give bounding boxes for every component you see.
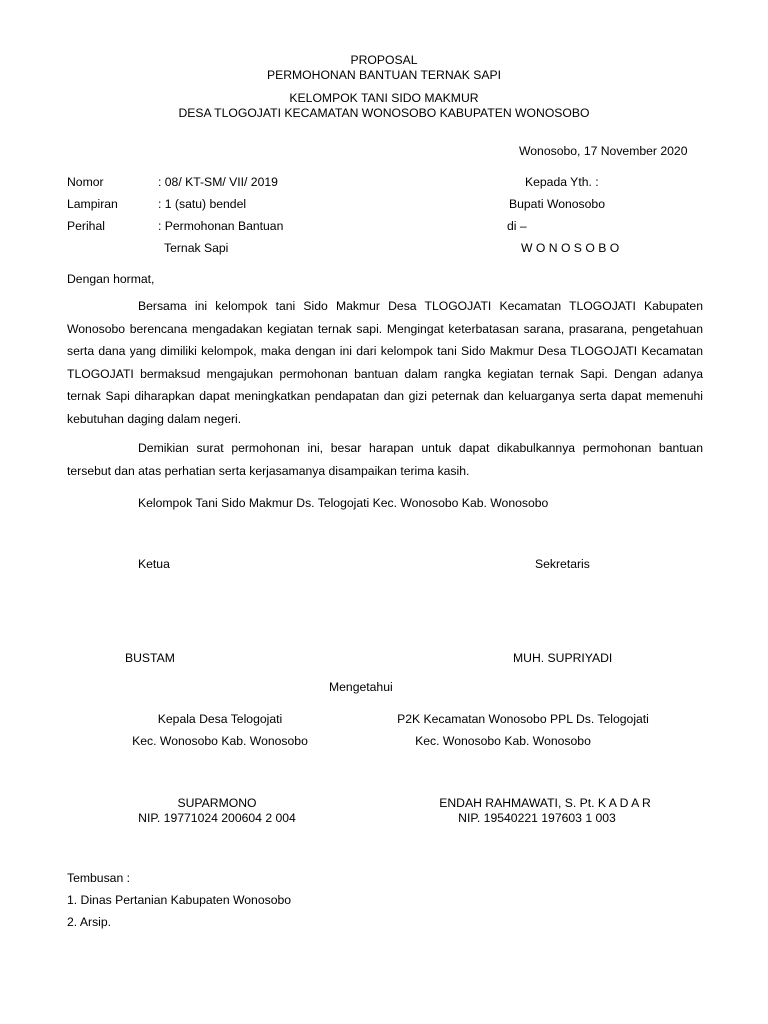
sekretaris-title: Sekretaris [535,557,590,571]
kades-title-2: Kec. Wonosobo Kab. Wonosobo [132,734,308,748]
body-paragraph-1 [67,295,703,431]
nomor-label: Nomor [67,175,104,189]
mengetahui-label: Mengetahui [329,680,393,694]
title-location: DESA TLOGOJATI KECAMATAN WONOSOBO KABUPATEN WONOSOBO [178,106,590,120]
recipient-salutation: Kepada Yth. : [525,175,599,189]
body-paragraph-2-text: Demikian surat permohonan ini, besar harapan untuk dapat dikabulkannya permohonan bantuan tersebut dan atas perhatian serta kerjasamanya disampaikan terima kasih. [67,441,703,478]
nomor-value: : 08/ KT-SM/ VII/ 2019 [158,175,278,189]
p2k-title: P2K Kecamatan Wonosobo PPL Ds. Telogojati [397,712,649,726]
greeting: Dengan hormat, [67,272,155,286]
sekretaris-name: MUH. SUPRIYADI [513,651,613,665]
title-subject: PERMOHONAN BANTUAN TERNAK SAPI [266,68,502,82]
tembusan-item: 1. Dinas Pertanian Kabupaten Wonosobo [67,893,292,907]
perihal-value-cont: Ternak Sapi [164,241,229,255]
lampiran-label: Lampiran [67,197,118,211]
perihal-label: Perihal [67,219,105,233]
ketua-title: Ketua [138,557,170,571]
perihal-value: : Permohonan Bantuan [158,219,284,233]
title-group: KELOMPOK TANI SIDO MAKMUR [289,91,479,105]
p2k-title-2: Kec. Wonosobo Kab. Wonosobo [415,734,591,748]
recipient-di: di – [507,219,527,233]
p2k-name: ENDAH RAHMAWATI, S. Pt. K A D A R [439,796,651,810]
p2k-nip: NIP. 19540221 197603 1 003 [458,811,616,825]
kades-name: SUPARMONO [177,796,257,810]
group-line: Kelompok Tani Sido Makmur Ds. Telogojati Kec. Wonosobo Kab. Wonosobo [138,496,549,510]
body-paragraph-1-text: Bersama ini kelompok tani Sido Makmur Desa TLOGOJATI Kecamatan TLOGOJATI Kabupaten Wonosobo berencana mengadakan kegiatan ternak sapi. Mengingat keterbatasan sarana, prasarana, pengetahuan serta dana yang dimiliki kelompok, maka dengan ini dari kelompok tani Sido Makmur Desa TLOGOJATI Kecamatan TLOGOJATI bermaksud mengajukan permohonan bantuan dalam rangka kegiatan ternak Sapi. Dengan adanya ternak Sapi diharapkan dapat meningkatkan pendapatan dan gizi peternak dan keluarganya serta dapat memenuhi kebutuhan daging dalam negeri. [67,299,703,426]
body-paragraph-2 [67,437,703,482]
tembusan-item: 2. Arsip. [67,915,112,929]
letter-date: Wonosobo, 17 November 2020 [519,144,688,158]
tembusan-label: Tembusan : [67,871,131,885]
lampiran-value: : 1 (satu) bendel [158,197,247,211]
kades-nip: NIP. 19771024 200604 2 004 [138,811,296,825]
recipient-name: Bupati Wonosobo [509,197,605,211]
title-proposal: PROPOSAL [350,53,418,67]
kades-title: Kepala Desa Telogojati [157,712,283,726]
ketua-name: BUSTAM [125,651,175,665]
recipient-city: W O N O S O B O [521,241,620,255]
